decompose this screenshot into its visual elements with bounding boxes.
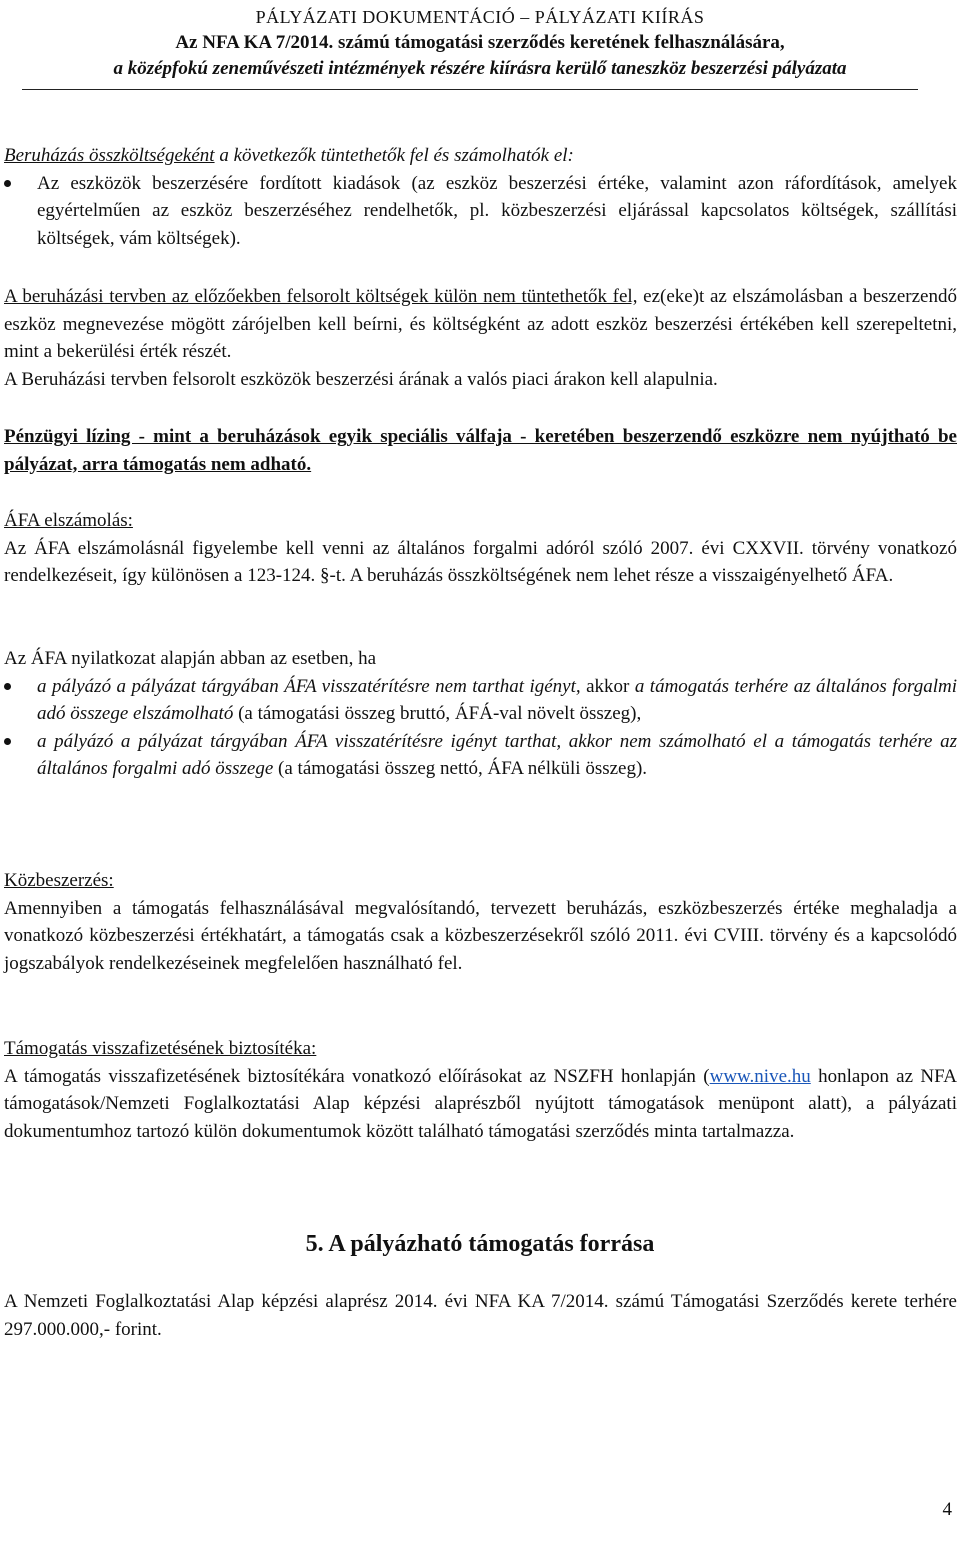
list-item (4, 673, 957, 728)
leasing-paragraph: Pénzügyi lízing - mint a beruházások egyik speciális válfaja - keretében beszerzendő eszközre nem nyújtható be pályázat, arra támogatás nem adható. (4, 426, 957, 475)
repayment-section (4, 1035, 957, 1145)
costs-section (4, 142, 957, 252)
afa-section (4, 507, 957, 590)
page-header (0, 0, 960, 82)
repayment-paragraph (4, 1063, 957, 1146)
afa-decl-intro: Az ÁFA nyilatkozat alapján abban az esetben, ha (4, 648, 377, 669)
procurement-heading: Közbeszerzés: (4, 870, 114, 891)
list-item (4, 728, 957, 783)
afa-decl-b1-i2: a támogatás terhére az általános forgalmi adó összege elszámolható (37, 675, 957, 724)
section-5-paragraph: A Nemzeti Foglalkoztatási Alap képzési alaprész 2014. évi NFA KA 7/2014. számú Támogatási Szerződés kerete terhére 297.000.000,- forint. (4, 1291, 957, 1340)
procurement-section (4, 867, 957, 977)
repayment-text-1: A támogatás visszafizetésének biztosítékára vonatkozó előírásokat az NSZFH honlapján ( (4, 1065, 710, 1087)
bullet-icon (4, 180, 11, 187)
plan-underlined: A beruházási tervben az előzőekben felsorolt költségek külön nem tüntethetők fel, (4, 286, 638, 307)
costs-intro (4, 142, 957, 170)
costs-intro-label: Beruházás összköltségeként (4, 145, 215, 166)
header-subtitle-2: a középfokú zeneművészeti intézmények részére kiírásra kerülő taneszköz beszerzési pályázata (113, 58, 847, 79)
section-5-title: 5. A pályázható támogatás forrása (305, 1231, 655, 1257)
afa-decl-b1-i1: a pályázó a pályázat tárgyában ÁFA visszatérítésre nem tarthat igényt, (37, 675, 581, 697)
afa-decl-b1-n2: (a támogatási összeg bruttó, ÁFÁ-val növelt összeg), (233, 703, 642, 724)
page-number: 4 (942, 1499, 952, 1520)
afa-heading: ÁFA elszámolás: (4, 510, 133, 531)
repayment-text-2: honlapon az NFA támogatások/Nemzeti Foglalkoztatási Alap képzési alaprészből nyújtott támogatások menüpont alatt), a pályázati dokumentumhoz tartozó külön dokumentumok között található támogatási szerződés minta tartalmazza. (4, 1065, 957, 1142)
costs-list (4, 170, 957, 253)
bullet-icon (4, 738, 11, 745)
plan-paragraph (4, 283, 957, 366)
bullet-icon (4, 683, 11, 690)
header-subtitle: Az NFA KA 7/2014. számú támogatási szerződés keretének felhasználására, (175, 32, 785, 53)
plan-rest: ez(eke)t az elszámolásban a beszerzendő eszköz megnevezése mögött zárójelben kell beírni, és költségként az adott eszköz beszerzési értékében kell szerepeltetni, mint a bekerülési érték részét. (4, 286, 957, 362)
header-title: PÁLYÁZATI DOKUMENTÁCIÓ – PÁLYÁZATI KIÍRÁS (255, 7, 705, 27)
procurement-paragraph: Amennyiben a támogatás felhasználásával megvalósítandó, tervezett beruházás, eszközbeszerzés értéke meghaladja a vonatkozó közbeszerzési értékhatárt, a támogatás csak a közbeszerzésekről szóló 2011. évi CVIII. törvény és a kapcsolódó jogszabályok rendelkezéseinek megfelelően használható fel. (4, 897, 957, 974)
plan-section (4, 283, 957, 393)
afa-decl-b1-n1: akkor (580, 675, 635, 697)
repayment-heading: Támogatás visszafizetésének biztosítéka: (4, 1038, 317, 1059)
costs-intro-rest: a következők tüntethetők fel és számolhatók el: (214, 145, 574, 166)
plan-paragraph-2: A Beruházási tervben felsorolt eszközök beszerzési árának a valós piaci árakon kell alapulnia. (4, 368, 718, 390)
afa-decl-b2-i1: a pályázó a pályázat tárgyában ÁFA visszatérítésre igényt tarthat, akkor nem számolható el a támogatás terhére az általános forgalmi adó összege (37, 730, 957, 779)
afa-declaration-section (4, 645, 957, 783)
afa-decl-list (4, 673, 957, 783)
costs-bullet-text: Az eszközök beszerzésére fordított kiadások (az eszköz beszerzési értéke, valamint azon ráfordítások, amelyek egyértelműen az eszköz beszerzéséhez rendelhetők, pl. közbeszerzési eljárással kapcsolatos költségek, szállítási költségek, vám költségek). (37, 172, 957, 249)
leasing-section (4, 423, 957, 478)
list-item (4, 170, 957, 253)
nive-link[interactable]: www.nive.hu (709, 1065, 811, 1087)
afa-paragraph: Az ÁFA elszámolásnál figyelembe kell venni az általános forgalmi adóról szóló 2007. évi CXXVII. törvény vonatkozó rendelkezéseit, így különösen a 123-124. §-t. A beruházás összköltségének nem lehet része a visszaigényelhető ÁFA. (4, 537, 957, 586)
header-divider (22, 89, 918, 90)
afa-decl-b2-n1: (a támogatási összeg nettó, ÁFA nélküli összeg). (273, 758, 648, 779)
section-5-body (4, 1288, 957, 1343)
